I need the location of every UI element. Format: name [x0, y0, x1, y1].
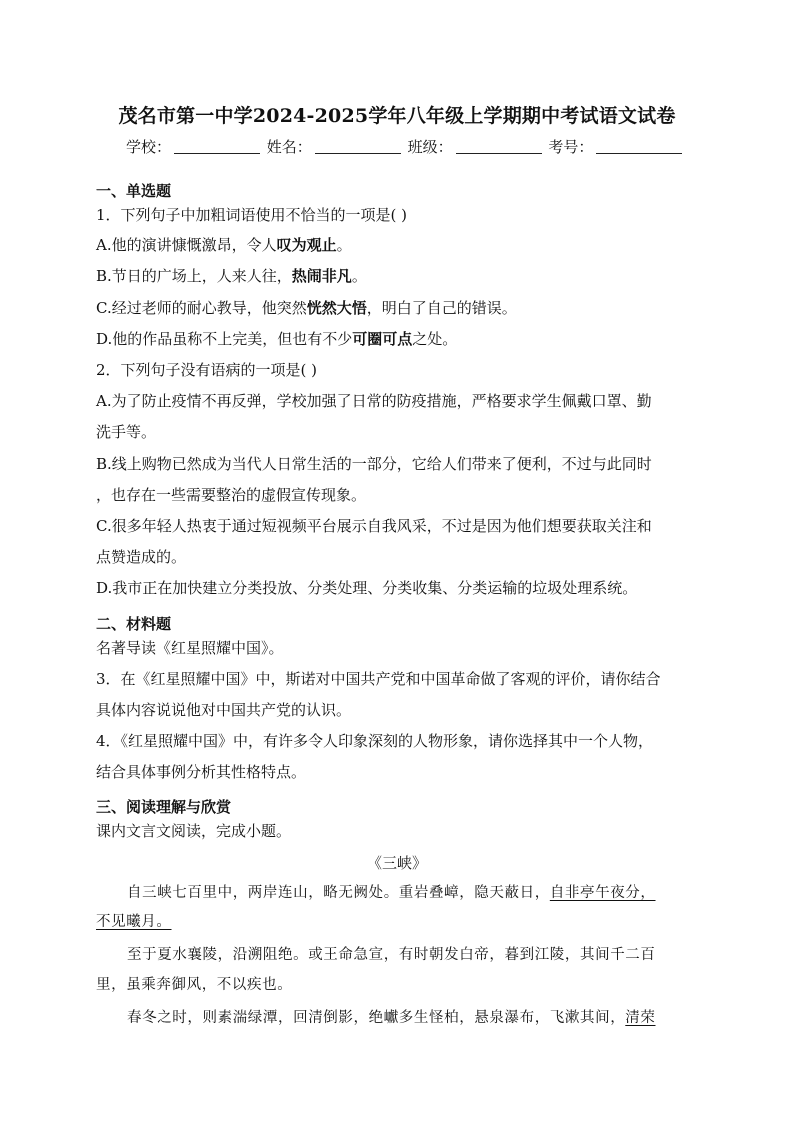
question-1-stem: 1．下列句子中加粗词语使用不恰当的一项是( )	[96, 206, 408, 224]
passage-p1-line1: 自三峡七百里中，两岸连山，略无阙处。重岩叠嶂，隐天蔽日，自非亭午夜分，	[127, 885, 656, 901]
question-4-line2: 结合具体事例分析其性格特点。	[96, 763, 307, 781]
name-blank[interactable]	[315, 139, 401, 154]
question-4-line1: 4．《红星照耀中国》中，有许多令人印象深刻的人物形象，请你选择其中一个人物，	[96, 732, 654, 750]
material-intro: 名著导读《红星照耀中国》。	[96, 639, 284, 657]
passage-p2-line1: 至于夏水襄陵，沿溯阻绝。或王命急宣，有时朝发白帝，暮到江陵，其间千二百	[127, 947, 656, 963]
class-blank[interactable]	[456, 139, 542, 154]
school-blank[interactable]	[174, 139, 260, 154]
school-label: 学校：	[126, 138, 172, 156]
question-1-option-d: D.他的作品虽称不上完美，但也有不少可圈可点之处。	[96, 330, 458, 348]
question-2-option-a-line2: 洗手等。	[96, 423, 157, 441]
question-2-option-d: D.我市正在加快建立分类投放、分类处理、分类收集、分类运输的垃圾处理系统。	[96, 579, 638, 597]
question-1-option-c: C.经过老师的耐心教导，他突然恍然大悟，明白了自己的错误。	[96, 299, 517, 317]
question-2-option-b-line2: ，也存在一些需要整治的虚假宣传现象。	[96, 486, 367, 504]
section-heading-material: 二、材料题	[96, 615, 172, 633]
reading-intro: 课内文言文阅读，完成小题。	[96, 822, 292, 840]
passage-p1-line2: 不见曦月。	[96, 914, 172, 930]
exam-number-label: 考号：	[548, 138, 594, 156]
question-3-line2: 具体内容说说他对中国共产党的认识。	[96, 701, 352, 719]
class-label: 班级：	[407, 138, 453, 156]
question-2-option-c-line1: C.很多年轻人热衷于通过短视频平台展示自我风采，不过是因为他们想要获取关注和	[96, 517, 652, 535]
question-2-option-c-line2: 点赞造成的。	[96, 548, 187, 566]
section-heading-single-choice: 一、单选题	[96, 182, 172, 200]
student-info-fields	[126, 136, 684, 157]
exam-number-blank[interactable]	[596, 139, 682, 154]
passage-title: 《三峡》	[366, 854, 427, 872]
question-3-line1: 3．在《红星照耀中国》中，斯诺对中国共产党和中国革命做了客观的评价，请你结合	[96, 670, 661, 688]
passage-p3-line1: 春冬之时，则素湍绿潭，回清倒影，绝巘多生怪柏，悬泉瀑布，飞漱其间，清荣	[127, 1010, 656, 1026]
name-label: 姓名：	[266, 138, 312, 156]
passage-p2-line2: 里，虽乘奔御风，不以疾也。	[96, 977, 293, 993]
question-2-option-a-line1: A.为了防止疫情不再反弹，学校加强了日常的防疫措施，严格要求学生佩戴口罩、勤	[96, 392, 652, 410]
exam-title: 茂名市第一中学2024-2025学年八年级上学期期中考试语文试卷	[118, 105, 676, 127]
question-2-stem: 2．下列句子没有语病的一项是( )	[96, 361, 318, 379]
question-1-option-a: A.他的演讲慷慨激昂，令人叹为观止。	[96, 236, 352, 254]
question-1-option-b: B.节日的广场上，人来人往，热闹非凡。	[96, 267, 367, 285]
question-2-option-b-line1: B.线上购物已然成为当代人日常生活的一部分，它给人们带来了便利，不过与此同时	[96, 455, 652, 473]
section-heading-reading: 三、阅读理解与欣赏	[96, 798, 232, 816]
